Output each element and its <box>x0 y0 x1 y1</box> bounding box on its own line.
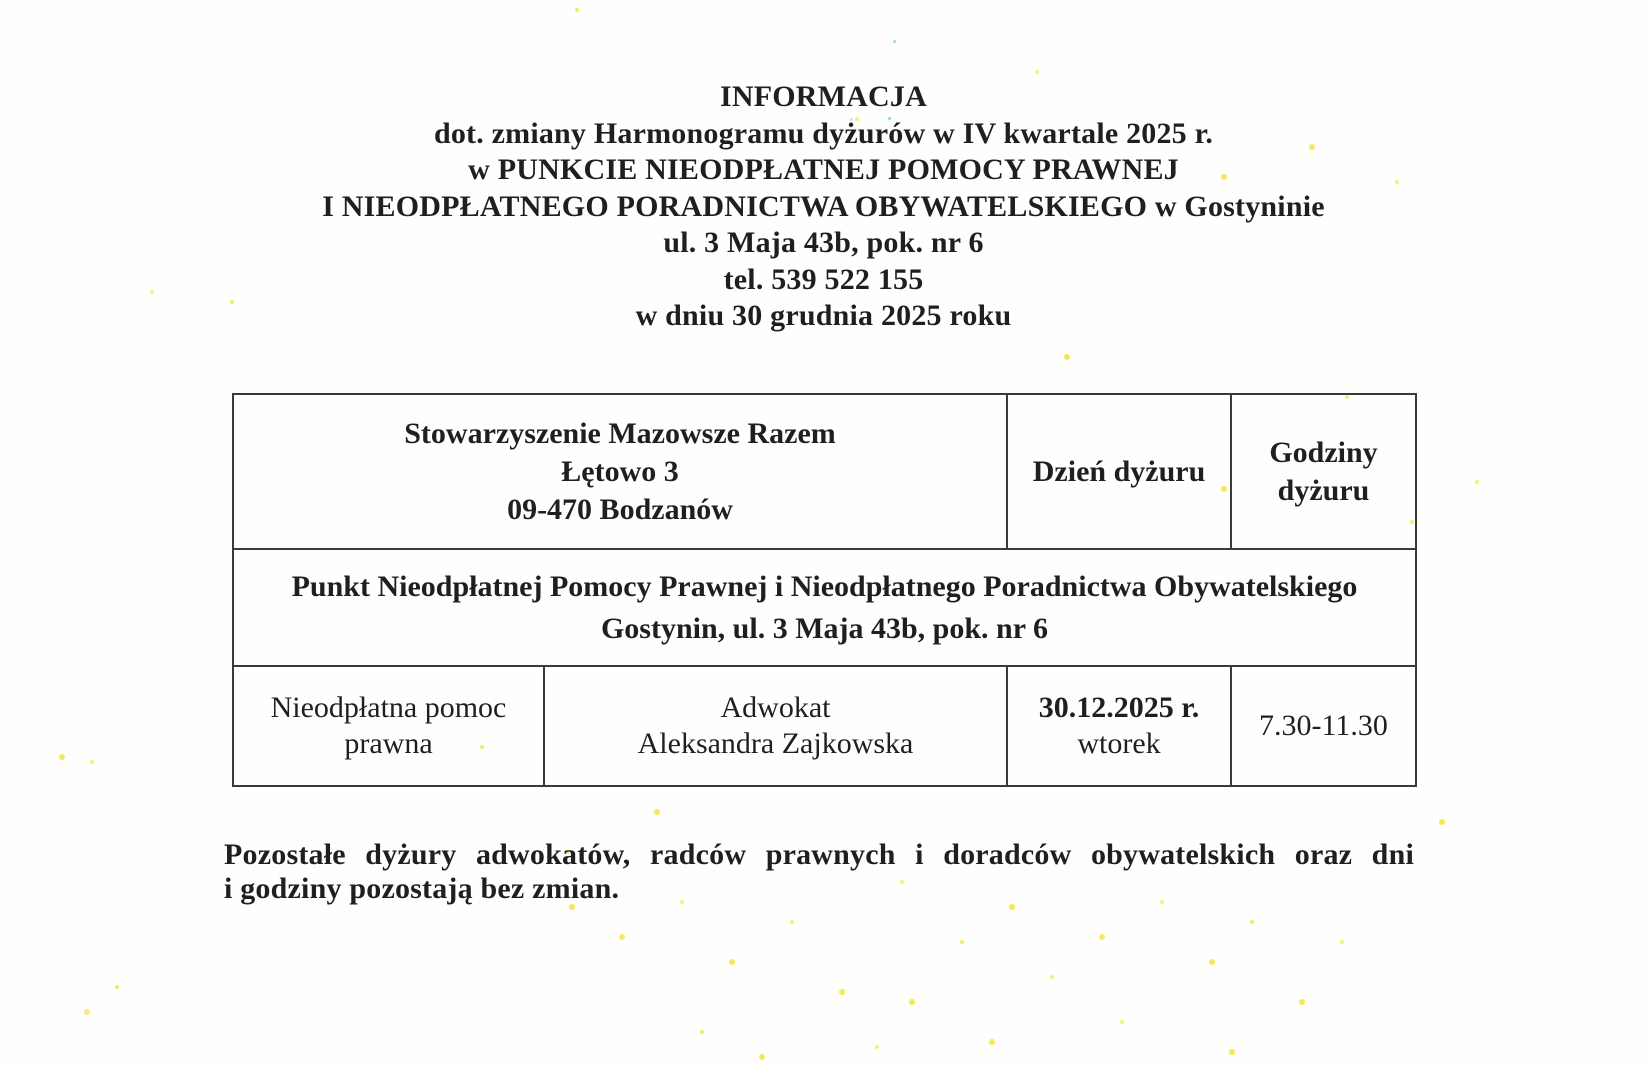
schedule-table <box>232 393 1417 787</box>
point-name-cell <box>233 549 1416 666</box>
header-line-date: w dniu 30 grudnia 2025 roku <box>635 299 1012 332</box>
footer-note <box>224 838 1414 906</box>
footer-line-2: i godziny pozostają bez zmian. <box>224 872 620 905</box>
org-name: Stowarzyszenie Mazowsze Razem <box>404 416 836 450</box>
point-name-row <box>233 549 1416 666</box>
point-name-line2: Gostynin, ul. 3 Maja 43b, pok. nr 6 <box>600 611 1049 645</box>
footer-line-1: Pozostałe dyżury adwokatów, radców prawnych i doradców obywatelskich oraz dni <box>224 838 1414 871</box>
header-line-subject: dot. zmiany Harmonogramu dyżurów w IV kwartale 2025 r. <box>433 116 1214 150</box>
duty-row <box>233 666 1416 786</box>
service-type-cell: Nieodpłatna pomoc prawna <box>233 666 544 786</box>
duty-date: 30.12.2025 r. <box>1038 691 1200 724</box>
org-address-cell <box>233 394 1007 549</box>
header-line-address: ul. 3 Maja 43b, pok. nr 6 <box>663 226 984 259</box>
lawyer-title: Adwokat <box>720 691 831 724</box>
duty-hours-cell: 7.30-11.30 <box>1231 666 1416 786</box>
duty-date-cell <box>1007 666 1231 786</box>
header-line-point-1: w PUNKCIE NIEODPŁATNEJ POMOCY PRAWNEJ <box>468 153 1179 186</box>
document-header <box>0 79 1647 335</box>
header-title: INFORMACJA <box>720 80 927 113</box>
org-address-line2: 09-470 Bodzanów <box>507 492 733 526</box>
lawyer-name: Aleksandra Zajkowska <box>637 727 914 760</box>
scan-speckles-yellow <box>575 8 579 12</box>
point-name-line1: Punkt Nieodpłatnej Pomocy Prawnej i Nieodpłatnego Poradnictwa Obywatelskiego <box>291 569 1358 603</box>
duty-weekday: wtorek <box>1077 727 1161 760</box>
org-address-line1: Łętowo 3 <box>561 454 679 488</box>
header-line-phone: tel. 539 522 155 <box>723 262 924 296</box>
hours-column-header: Godziny dyżuru <box>1231 394 1416 549</box>
table-header-row <box>233 394 1416 549</box>
lawyer-cell <box>544 666 1007 786</box>
header-line-point-2: I NIEODPŁATNEGO PORADNICTWA OBYWATELSKIEGO w Gostyninie <box>322 189 1325 223</box>
day-column-header: Dzień dyżuru <box>1007 394 1231 549</box>
